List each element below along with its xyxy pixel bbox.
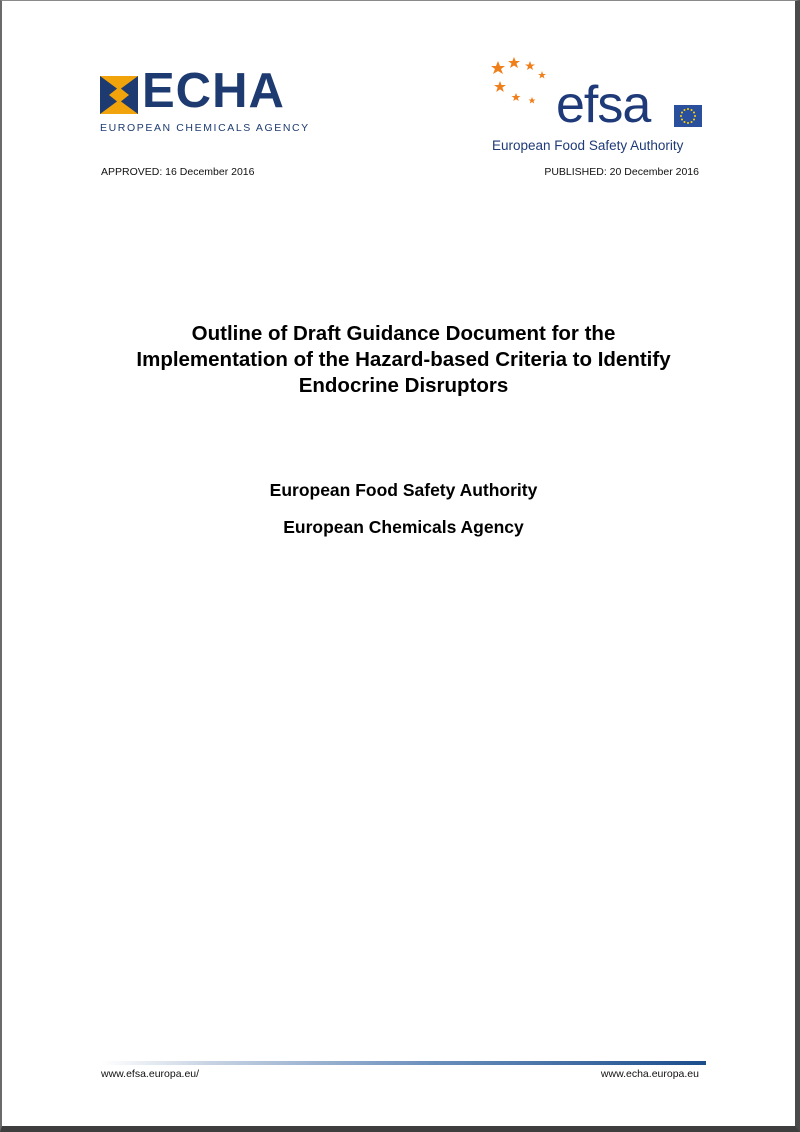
title-line-2: Implementation of the Hazard-based Criteria to Identify <box>136 348 671 371</box>
published-date: PUBLISHED: 20 December 2016 <box>544 166 699 178</box>
efsa-logo <box>488 53 710 161</box>
footer-divider <box>101 1061 706 1065</box>
echa-wordmark: ECHA <box>142 64 285 118</box>
echa-subtitle: EUROPEAN CHEMICALS AGENCY <box>100 122 310 134</box>
document-title <box>62 321 745 399</box>
author-echa: European Chemicals Agency <box>283 517 524 537</box>
title-line-1: Outline of Draft Guidance Document for the <box>191 322 616 345</box>
echa-logo <box>100 64 325 135</box>
efsa-wordmark: efsa <box>556 76 651 134</box>
title-line-3: Endocrine Disruptors <box>298 374 509 397</box>
efsa-website-link[interactable]: www.efsa.europa.eu/ <box>101 1068 200 1080</box>
eu-flag-icon <box>674 105 702 127</box>
echa-website-link[interactable]: www.echa.europa.eu <box>600 1068 699 1080</box>
echa-emblem-icon <box>100 76 138 114</box>
author-efsa: European Food Safety Authority <box>269 480 538 500</box>
efsa-subtitle: European Food Safety Authority <box>492 138 684 153</box>
approved-date: APPROVED: 16 December 2016 <box>101 166 255 178</box>
